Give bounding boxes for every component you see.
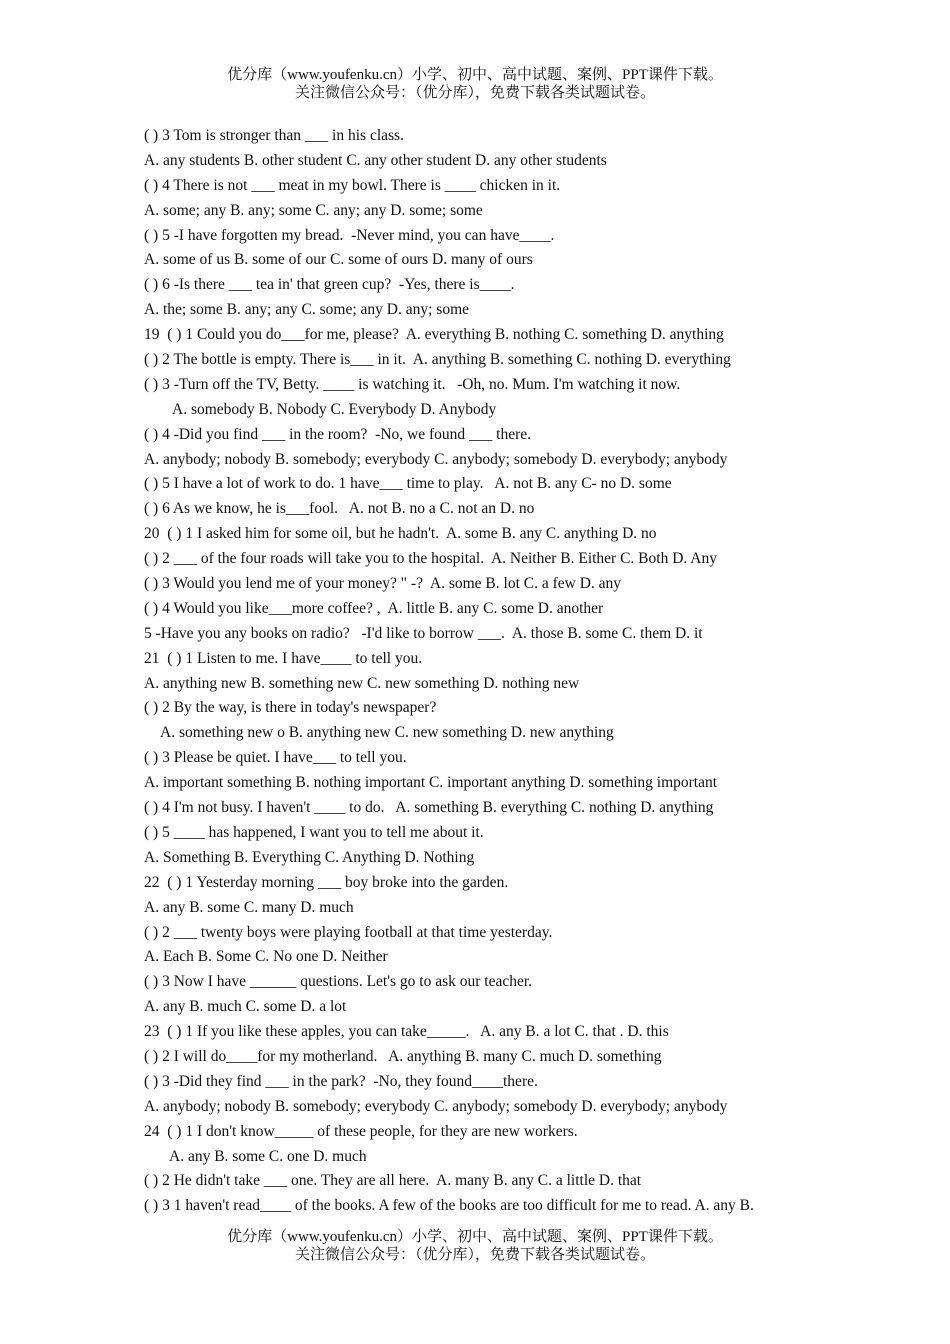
text-line: ( ) 4 -Did you find ___ in the room? -No, we found ___ there.: [144, 425, 531, 443]
text-line: A. some of us B. some of our C. some of ours D. many of ours: [144, 251, 533, 269]
text-line: 23 ( ) 1 If you like these apples, you can take_____. A. any B. a lot C. that . D. this: [144, 1023, 669, 1041]
footer-line-2: 关注微信公众号：（优分库），免费下载各类试题试卷。: [294, 1247, 655, 1263]
header-line-1: 优分库（www.youfenku.cn）小学、初中、高中试题、案例、PPT课件下载。: [227, 67, 723, 83]
text-line: 21 ( ) 1 Listen to me. I have____ to tell you.: [144, 649, 423, 667]
footer-line-1: 优分库（www.youfenku.cn）小学、初中、高中试题、案例、PPT课件下载。: [227, 1229, 723, 1245]
text-line: A. the; some B. any; any C. some; any D. any; some: [144, 301, 470, 319]
text-line: ( ) 2 ___ of the four roads will take you to the hospital. A. Neither B. Either C. Both D. Any: [144, 550, 717, 568]
text-line: ( ) 2 He didn't take ___ one. They are all here. A. many B. any C. a little D. that: [144, 1172, 642, 1190]
text-line: ( ) 5 -I have forgotten my bread. -Never mind, you can have____.: [144, 226, 555, 244]
header-line-2: 关注微信公众号：（优分库），免费下载各类试题试卷。: [294, 85, 655, 101]
text-line: ( ) 2 ___ twenty boys were playing football at that time yesterday.: [144, 923, 553, 941]
text-line: 22 ( ) 1 Yesterday morning ___ boy broke into the garden.: [144, 873, 509, 891]
text-line: A. Each B. Some C. No one D. Neither: [144, 948, 388, 966]
text-line: ( ) 3 Now I have ______ questions. Let's go to ask our teacher.: [144, 973, 533, 991]
text-line: ( ) 3 -Did they find ___ in the park? -No, they found____there.: [144, 1072, 538, 1090]
text-line: 24 ( ) 1 I don't know_____ of these people, for they are new workers.: [144, 1122, 578, 1140]
text-line: A. any B. some C. one D. much: [169, 1147, 367, 1165]
text-line: ( ) 3 Tom is stronger than ___ in his class.: [144, 127, 404, 144]
text-line: A. something new o B. anything new C. new something D. new anything: [160, 724, 614, 742]
text-line: ( ) 4 I'm not busy. I haven't ____ to do. A. something B. everything C. nothing D. anything: [144, 799, 714, 817]
page-header: [0, 66, 950, 102]
text-line: A. anybody; nobody B. somebody; everybody C. anybody; somebody D. everybody; anybody: [144, 1097, 728, 1115]
page-footer: [0, 1228, 950, 1264]
text-line: A. important something B. nothing important C. important anything D. something important: [144, 774, 718, 792]
text-line: ( ) 3 -Turn off the TV, Betty. ____ is watching it. -Oh, no. Mum. I'm watching it now.: [144, 375, 681, 393]
text-line: A. anybody; nobody B. somebody; everybody C. anybody; somebody D. everybody; anybody: [144, 450, 728, 468]
text-line: ( ) 4 There is not ___ meat in my bowl. There is ____ chicken in it.: [144, 176, 561, 194]
text-line: ( ) 3 Please be quiet. I have___ to tell you.: [144, 749, 407, 767]
text-line: A. some; any B. any; some C. any; any D. some; some: [144, 201, 483, 219]
text-line: A. any B. some C. many D. much: [144, 898, 354, 916]
text-line: ( ) 3 1 haven't read____ of the books. A few of the books are too difficult for me to read. A. any B.: [144, 1197, 754, 1215]
text-line: ( ) 2 By the way, is there in today's newspaper?: [144, 699, 437, 717]
text-line: ( ) 5 I have a lot of work to do. 1 have___ time to play. A. not B. any C- no D. some: [144, 475, 672, 493]
document-body: [144, 124, 844, 1219]
text-line: ( ) 2 I will do____for my motherland. A. anything B. many C. much D. something: [144, 1047, 662, 1065]
text-line: ( ) 4 Would you like___more coffee? , A. little B. any C. some D. another: [144, 599, 604, 617]
text-line: 20 ( ) 1 I asked him for some oil, but he hadn't. A. some B. any C. anything D. no: [144, 525, 657, 543]
text-line: ( ) 5 ____ has happened, I want you to tell me about it.: [144, 823, 484, 841]
text-line: A. any B. much C. some D. a lot: [144, 998, 347, 1016]
text-line: ( ) 3 Would you lend me of your money? " -? A. some B. lot C. a few D. any: [144, 575, 622, 593]
text-line: A. any students B. other student C. any other student D. any other students: [144, 151, 607, 169]
text-line: A. Something B. Everything C. Anything D. Nothing: [144, 848, 475, 866]
text-line: A. somebody B. Nobody C. Everybody D. Anybody: [172, 400, 497, 418]
text-line: ( ) 2 The bottle is empty. There is___ in it. A. anything B. something C. nothing D. everything: [144, 351, 731, 369]
text-line: ( ) 6 -Is there ___ tea in' that green cup? -Yes, there is____.: [144, 276, 515, 294]
text-line: 5 -Have you any books on radio? -I'd like to borrow ___. A. those B. some C. them D. it: [144, 624, 703, 642]
text-line: ( ) 6 As we know, he is___fool. A. not B. no a C. not an D. no: [144, 500, 535, 518]
text-line: 19 ( ) 1 Could you do___for me, please? A. everything B. nothing C. something D. anything: [144, 326, 724, 344]
text-line: A. anything new B. something new C. new something D. nothing new: [144, 674, 580, 692]
